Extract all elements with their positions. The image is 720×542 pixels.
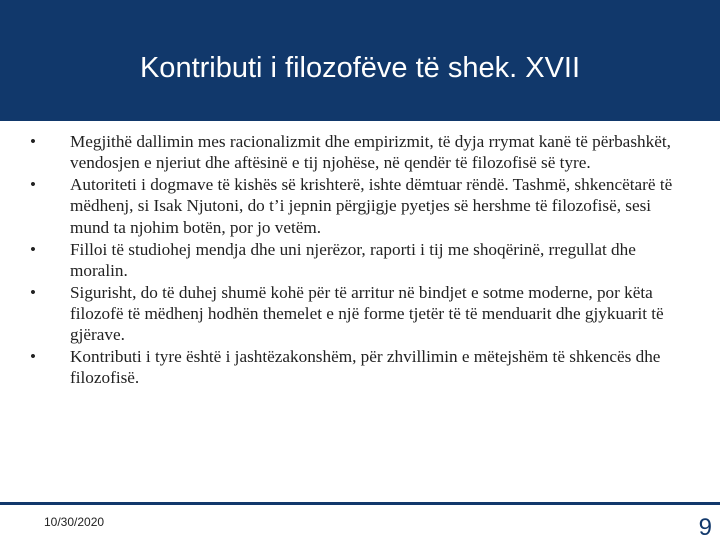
bullet-list: [24, 131, 692, 389]
bullet-text: Sigurisht, do të duhej shumë kohë për të arritur në bindjet e sotme moderne, por këta filozofë të mëdhenj hodhën themelet e një forme tjetër të të menduarit dhe gjykuarit të gjërave.: [70, 282, 664, 345]
bullet-item: [24, 282, 692, 346]
bullet-text: Megjithë dallimin mes racionalizmit dhe empirizmit, të dyja rrymat kanë të përbashkët, vendosjen e njeriut dhe aftësinë e tij njohëse, në qendër të filozofisë së tyre.: [70, 132, 671, 173]
bullet-marker: •: [30, 133, 36, 150]
bullet-marker: •: [30, 348, 36, 366]
footer-divider: [0, 502, 720, 505]
title-bar: [0, 0, 720, 121]
bullet-marker: •: [30, 176, 36, 194]
page-number: 9: [698, 514, 712, 541]
bullet-text: Filloi të studiohej mendja dhe uni njerëzor, raporti i tij me shoqërinë, rregullat dhe moralin.: [70, 239, 636, 280]
bullet-item: [24, 131, 692, 173]
bullet-text: Autoriteti i dogmave të kishës së krishterë, ishte dëmtuar rëndë. Tashmë, shkencëtarë të mëdhenj, si Isak Njutoni, do t’i jepnin përgjigje pyetjes së hershme të filozofisë, sesi mund ta njohim botën, por jo vetëm.: [70, 175, 673, 237]
bullet-marker: •: [30, 283, 36, 301]
bullet-item: [24, 174, 692, 238]
slide-title: Kontributi i filozofëve të shek. XVII: [139, 52, 581, 84]
footer-date: 10/30/2020: [44, 515, 105, 529]
bullet-marker: •: [30, 240, 36, 258]
bullet-item: [24, 346, 692, 388]
bullet-item: [24, 239, 692, 281]
bullet-text: Kontributi i tyre është i jashtëzakonshëm, për zhvillimin e mëtejshëm të shkencës dhe filozofisë.: [70, 347, 661, 388]
